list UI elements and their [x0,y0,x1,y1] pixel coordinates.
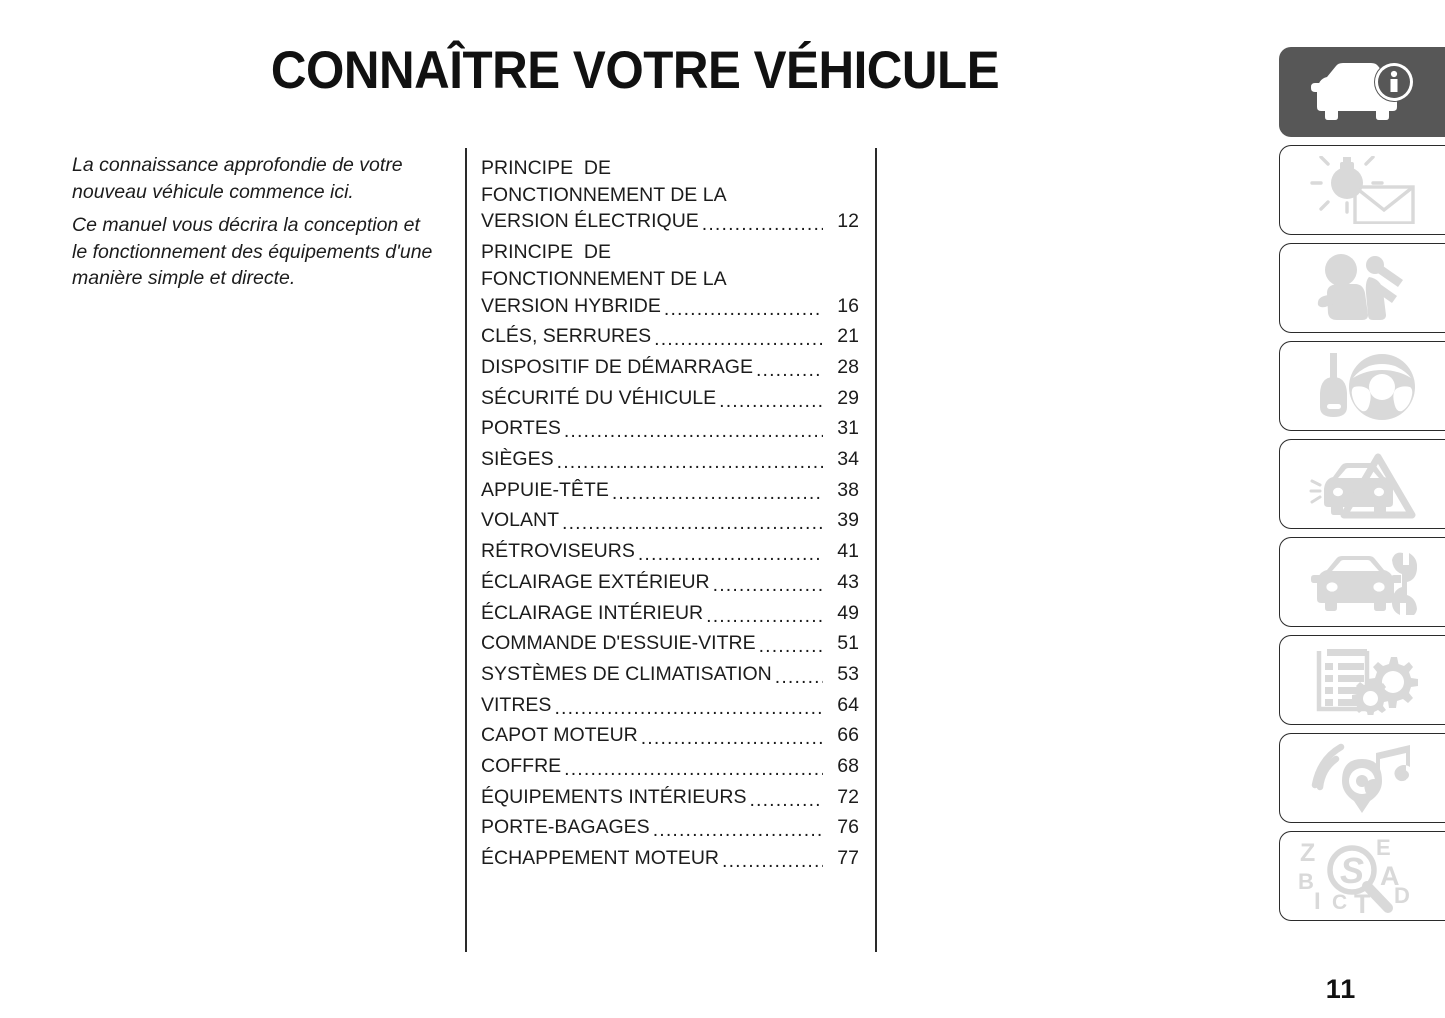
toc-entry[interactable] [481,507,859,534]
svg-text:C: C [1331,891,1347,913]
tab-warning-light-envelope[interactable] [1279,145,1445,235]
tab-car-info[interactable] [1279,47,1445,137]
toc-entry[interactable] [481,692,859,719]
toc-entry[interactable] [481,722,859,749]
tab-alphabetical-index[interactable] [1279,831,1445,921]
toc-entry-label-line: FONCTIONNEMENT DE LA [481,183,727,206]
toc-dot-leader [612,482,823,502]
toc-dot-leader [562,513,823,533]
toc-entry[interactable] [481,446,859,473]
toc-entry-label: RÉTROVISEURS [481,540,635,563]
toc-entry-label: ÉCHAPPEMENT MOTEUR [481,847,719,870]
svg-text:Z: Z [1299,839,1315,867]
toc-entry[interactable] [481,538,859,565]
svg-text:S: S [1339,850,1364,891]
svg-text:D: D [1393,883,1410,908]
toc-entry-label: SIÈGES [481,448,554,471]
accident-warning-triangle-icon [1308,449,1418,519]
toc-page-number: 53 [837,662,859,685]
section-tab-strip [1279,47,1445,929]
toc-page-number: 66 [837,724,859,747]
toc-page-number: 31 [837,417,859,440]
toc-entry-label-line: PRINCIPE DE [481,241,612,264]
toc-page-number: 21 [837,325,859,348]
svg-text:A: A [1379,861,1399,891]
tab-key-steering-wheel[interactable] [1279,341,1445,431]
toc-entry[interactable] [481,845,859,872]
toc-page-number: 39 [837,509,859,532]
toc-entry-label: SÉCURITÉ DU VÉHICULE [481,386,717,409]
toc-page-number: 68 [837,755,859,778]
toc-entry[interactable] [481,569,859,596]
toc-entry-label: COFFRE [481,755,562,778]
toc-page-number: 34 [837,448,859,471]
toc-entry-label: ÉCLAIRAGE EXTÉRIEUR [481,570,710,593]
toc-entry-label: ÉQUIPEMENTS INTÉRIEURS [481,785,747,808]
toc-entry[interactable] [481,814,859,841]
toc-page-number: 41 [837,540,859,563]
toc-page-number: 16 [837,294,859,317]
toc-entry-label: VOLANT [481,509,560,532]
toc-page-number: 38 [837,478,859,501]
toc-entry-last-line [481,208,859,235]
toc-dot-leader [719,390,823,410]
multimedia-music-icon [1310,743,1416,813]
toc-entry-label: VERSION HYBRIDE [481,294,661,317]
toc-dot-leader [641,728,823,748]
toc-page-number: 64 [837,693,859,716]
toc-entry-label: PORTES [481,417,561,440]
toc-dot-leader [654,329,823,349]
toc-entry[interactable] [481,323,859,350]
toc-entry[interactable] [481,239,859,319]
toc-dot-leader [554,697,823,717]
table-of-contents [481,155,859,876]
toc-entry-label: ÉCLAIRAGE INTÉRIEUR [481,601,704,624]
toc-dot-leader [564,759,823,779]
tab-airbag-seatbelt[interactable] [1279,243,1445,333]
column-divider-left [465,148,467,952]
toc-entry-label-line: PRINCIPE DE [481,157,612,179]
key-steering-wheel-icon [1310,351,1416,421]
toc-dot-leader [759,636,823,656]
svg-text:B: B [1297,869,1314,894]
toc-entry[interactable] [481,354,859,381]
toc-entry[interactable] [481,477,859,504]
toc-page-number: 72 [837,785,859,808]
svg-text:I: I [1313,888,1321,913]
page-number: 11 [1325,974,1357,1004]
toc-dot-leader [702,214,823,234]
toc-entry[interactable] [481,415,859,442]
svg-text:T: T [1353,889,1370,913]
toc-entry-label: CLÉS, SERRURES [481,325,652,348]
toc-entry-label: SYSTÈMES DE CLIMATISATION [481,662,772,685]
intro-paragraph-1: La connaissance approfondie de votre nouveau véhicule commence ici. [72,154,403,203]
intro-paragraph-2: Ce manuel vous décrira la conception et le fonctionnement des équipements d'une manière simple et directe. [72,214,433,289]
toc-dot-leader [564,421,823,441]
toc-page-number: 77 [837,847,859,870]
toc-entry-label-line: FONCTIONNEMENT DE LA [481,267,727,290]
airbag-seatbelt-icon [1313,253,1413,323]
toc-page-number: 51 [837,632,859,655]
toc-dot-leader [706,605,823,625]
tab-multimedia-music[interactable] [1279,733,1445,823]
tab-accident-warning-triangle[interactable] [1279,439,1445,529]
toc-page-number: 49 [837,601,859,624]
toc-dot-leader [557,452,823,472]
toc-entry[interactable] [481,385,859,412]
specs-list-gears-icon [1307,645,1419,715]
car-info-icon [1309,61,1417,123]
toc-entry[interactable] [481,630,859,657]
page-title: CONNAÎTRE VOTRE VÉHICULE [270,41,1000,100]
alphabetical-index-icon [1298,839,1428,913]
toc-dot-leader [713,575,823,595]
toc-entry[interactable] [481,155,859,235]
toc-dot-leader [722,851,823,871]
toc-dot-leader [749,789,823,809]
car-wrench-maintenance-icon [1309,549,1417,615]
toc-dot-leader [756,360,823,380]
toc-page-number: 43 [837,570,859,593]
toc-dot-leader [638,544,823,564]
toc-entry-label: DISPOSITIF DE DÉMARRAGE [481,355,753,378]
toc-entry-label: CAPOT MOTEUR [481,724,638,747]
toc-entry[interactable] [481,784,859,811]
toc-page-number: 28 [837,355,859,378]
toc-dot-leader [653,820,823,840]
toc-entry-label: VITRES [481,693,552,716]
toc-page-number: 76 [837,816,859,839]
toc-entry-label: COMMANDE D'ESSUIE-VITRE [481,632,756,655]
tab-specs-list-gears[interactable] [1279,635,1445,725]
toc-entry-label: VERSION ÉLECTRIQUE [481,210,699,233]
toc-entry[interactable] [481,600,859,627]
toc-entry[interactable] [481,753,859,780]
toc-dot-leader [664,298,823,318]
toc-page-number: 29 [837,386,859,409]
toc-entry-last-line [481,293,859,320]
toc-page-number: 12 [837,210,859,233]
toc-entry[interactable] [481,661,859,688]
tab-car-wrench-maintenance[interactable] [1279,537,1445,627]
svg-text:E: E [1375,839,1391,860]
column-divider-right [875,148,877,952]
toc-dot-leader [775,667,823,687]
intro-column [72,152,440,299]
toc-entry-label: APPUIE-TÊTE [481,478,609,501]
warning-light-envelope-icon [1309,156,1417,224]
toc-entry-label: PORTE-BAGAGES [481,816,650,839]
